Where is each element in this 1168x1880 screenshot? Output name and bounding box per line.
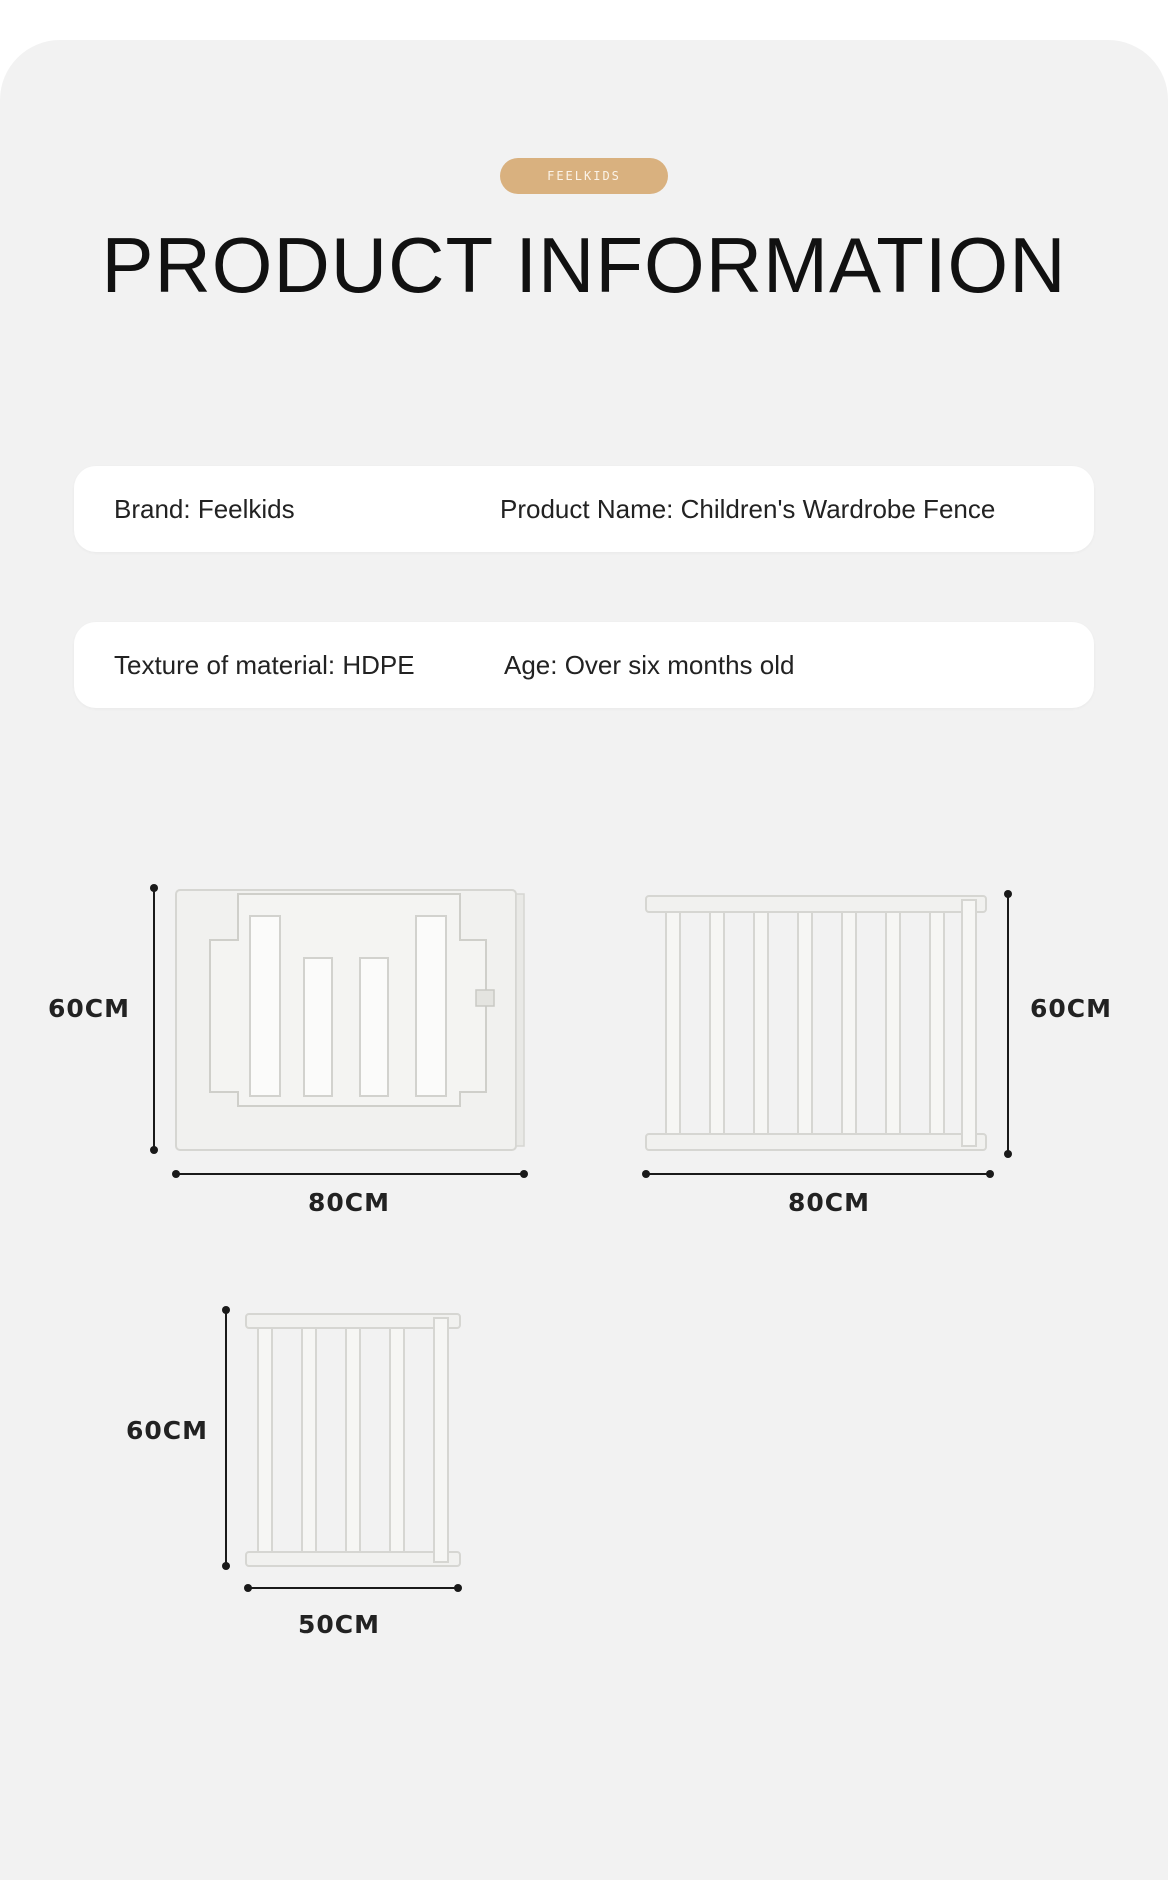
door-panel-width-label: 80CM	[308, 1188, 391, 1217]
small-railing-panel-width-label: 50CM	[298, 1610, 381, 1639]
page-title: PRODUCT INFORMATION	[101, 221, 1067, 309]
small-railing-panel-diagram	[214, 1304, 474, 1604]
product-name-text: Product Name: Children's Wardrobe Fence	[500, 494, 996, 524]
material-text: Texture of material: HDPE	[114, 650, 415, 680]
door-panel-height-label: 60CM	[48, 994, 131, 1023]
brand-badge	[500, 158, 668, 194]
brand-badge-text: FEELKIDS	[547, 169, 621, 183]
railing-panel-width-label: 80CM	[788, 1188, 871, 1217]
info-card-material-age	[74, 622, 1094, 708]
age-text: Age: Over six months old	[504, 650, 795, 680]
door-panel-diagram	[140, 880, 540, 1180]
info-card-brand-product	[74, 466, 1094, 552]
brand-text: Brand: Feelkids	[114, 494, 295, 524]
small-railing-panel-height-label: 60CM	[126, 1416, 209, 1445]
railing-panel-diagram	[640, 884, 1020, 1184]
railing-panel-height-label: 60CM	[1030, 994, 1113, 1023]
